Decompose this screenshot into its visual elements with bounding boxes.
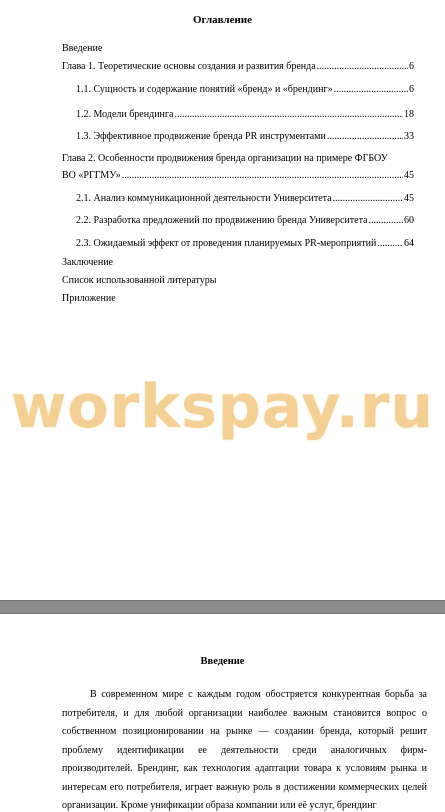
toc-leader — [334, 83, 408, 97]
toc-leader — [122, 169, 403, 183]
toc-intro: Введение — [62, 43, 103, 54]
toc-section-2-3-page: 64 — [404, 238, 414, 249]
toc-section-2-2 — [76, 214, 414, 228]
toc-section-2-3-label: 2.3. Ожидаемый эффект от проведения планируемых PR-мероприятий — [76, 238, 377, 249]
toc-section-1-1 — [76, 83, 414, 97]
toc-chapter-2-page: 45 — [404, 170, 414, 181]
toc-references: Список использованной литературы — [62, 275, 217, 286]
intro-page — [0, 614, 445, 812]
page-separator — [0, 600, 445, 614]
toc-appendix: Приложение — [62, 293, 116, 304]
toc-section-2-1-label: 2.1. Анализ коммуникационной деятельности Университета — [76, 193, 332, 204]
toc-chapter-1-label: Глава 1. Теоретические основы создания и развития бренда — [62, 61, 316, 72]
toc-section-1-1-page: 6 — [409, 84, 414, 95]
toc-section-2-1 — [76, 192, 414, 206]
intro-paragraph: В современном мире с каждым годом обостряется конкурентная борьба за потребителя, и для любой организации наиболее важным становится вопрос о собственном позиционировании на рынке — создании бренда, который решит проблему идентификации ее деятельности среди аналогичных фирм-производителей. Брендинг, как технология адаптации товара к условиям рынка и интересам его потребителя, играет важную роль в достижении коммерческих целей организации. Кроме унификации образа компании или её услуг, брендинг — [62, 689, 427, 811]
toc-leader — [369, 214, 403, 228]
toc-conclusion: Заключение — [62, 257, 113, 268]
intro-title: Введение — [200, 656, 245, 667]
toc-leader — [174, 108, 403, 122]
toc-leader — [317, 60, 408, 74]
toc-section-1-1-label: 1.1. Сущность и содержание понятий «бренд» и «брендинг» — [76, 84, 333, 95]
toc-section-2-1-page: 45 — [404, 193, 414, 204]
toc-chapter-2-line-1: Глава 2. Особенности продвижения бренда организации на примере ФГБОУ — [62, 153, 388, 164]
toc-section-2-3 — [76, 237, 414, 251]
toc-section-2-2-page: 60 — [404, 215, 414, 226]
toc-chapter-2 — [62, 169, 414, 183]
toc-title: Оглавление — [192, 14, 253, 26]
toc-section-1-3-page: 33 — [404, 131, 414, 142]
toc-chapter-1-page: 6 — [409, 61, 414, 72]
toc-chapter-2-label: ВО «РГГМУ» — [62, 170, 121, 181]
toc-section-2-2-label: 2.2. Разработка предложений по продвижению бренда Университета — [76, 215, 368, 226]
toc-leader — [377, 237, 403, 251]
toc-chapter-1 — [62, 60, 414, 74]
toc-section-1-2-page: 18 — [404, 109, 414, 120]
toc-section-1-2 — [76, 108, 414, 122]
toc-section-1-2-label: 1.2. Модели брендинга — [76, 109, 174, 120]
toc-leader — [333, 192, 403, 206]
watermark: workspay.ru — [10, 372, 435, 442]
toc-section-1-3 — [76, 130, 414, 144]
toc-section-1-3-label: 1.3. Эффективное продвижение бренда PR инструментами — [76, 131, 326, 142]
toc-leader — [327, 130, 403, 144]
